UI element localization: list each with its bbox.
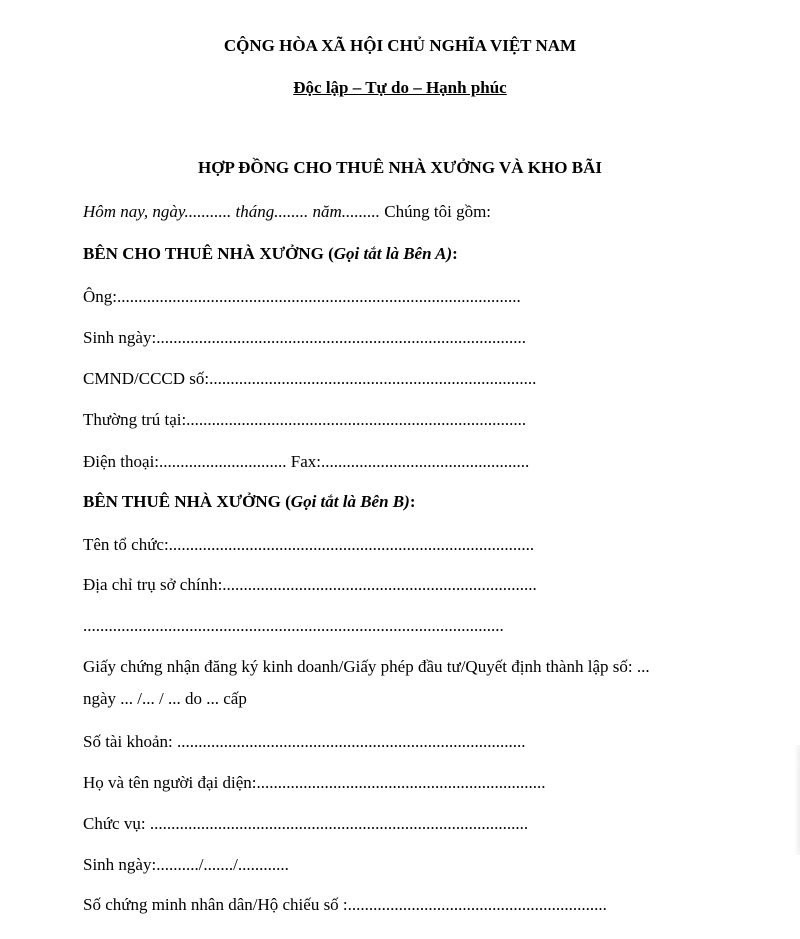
contract-title: HỢP ĐỒNG CHO THUÊ NHÀ XƯỞNG VÀ KHO BÃI	[198, 158, 602, 177]
party-b-field-position: Chức vụ: .........................................................................................	[83, 814, 529, 833]
party-a-colon: :	[452, 244, 458, 263]
party-b-field-address: Địa chỉ trụ sở chính:..........................................................................	[83, 575, 537, 594]
party-a-field-id: CMND/CCCD số:.............................................................................	[83, 369, 537, 388]
nation-heading: CỘNG HÒA XÃ HỘI CHỦ NGHĨA VIỆT NAM	[223, 36, 577, 55]
party-a-heading-text: BÊN CHO THUÊ NHÀ XƯỞNG (	[83, 244, 334, 263]
we-include: Chúng tôi gồm:	[384, 202, 492, 221]
party-a-heading	[83, 244, 458, 264]
party-b-field-account: Số tài khoản: ..................................................................................	[83, 732, 526, 751]
party-b-field-license-line2: ngày ... /... / ... do ... cấp	[83, 689, 247, 708]
page-edge-shadow	[794, 745, 800, 855]
motto: Độc lập – Tự do – Hạnh phúc	[293, 78, 507, 97]
party-b-colon: :	[409, 492, 416, 511]
party-b-alias: Gọi tắt là Bên B)	[290, 492, 410, 511]
party-b-field-representative: Họ và tên người đại diện:....................................................................	[83, 773, 546, 792]
intro-line	[83, 202, 491, 222]
party-a-field-name: Ông:...............................................................................................	[83, 287, 521, 306]
date-line: Hôm nay, ngày........... tháng........ năm.........	[83, 202, 381, 221]
party-a-alias: Gọi tắt là Bên A)	[333, 244, 453, 263]
party-b-field-org-name: Tên tổ chức:......................................................................................	[83, 535, 535, 554]
party-b-field-birth: Sinh ngày:........../......./............	[83, 855, 289, 874]
party-b-field-address-cont: ...................................................................................................	[83, 616, 504, 635]
party-a-field-phone-fax: Điện thoại:.............................. Fax:.................................................	[83, 452, 530, 471]
party-b-field-license-line1: Giấy chứng nhận đăng ký kinh doanh/Giấy phép đầu tư/Quyết định thành lập số: ...	[83, 657, 650, 676]
party-a-field-residence: Thường trú tại:................................................................................	[83, 410, 527, 429]
party-b-heading	[83, 492, 415, 512]
party-b-field-id-number: Số chứng minh nhân dân/Hộ chiếu số :.............................................................	[83, 895, 607, 914]
party-b-heading-text: BÊN THUÊ NHÀ XƯỞNG (	[83, 492, 291, 511]
party-a-field-birth: Sinh ngày:.......................................................................................	[83, 328, 526, 347]
